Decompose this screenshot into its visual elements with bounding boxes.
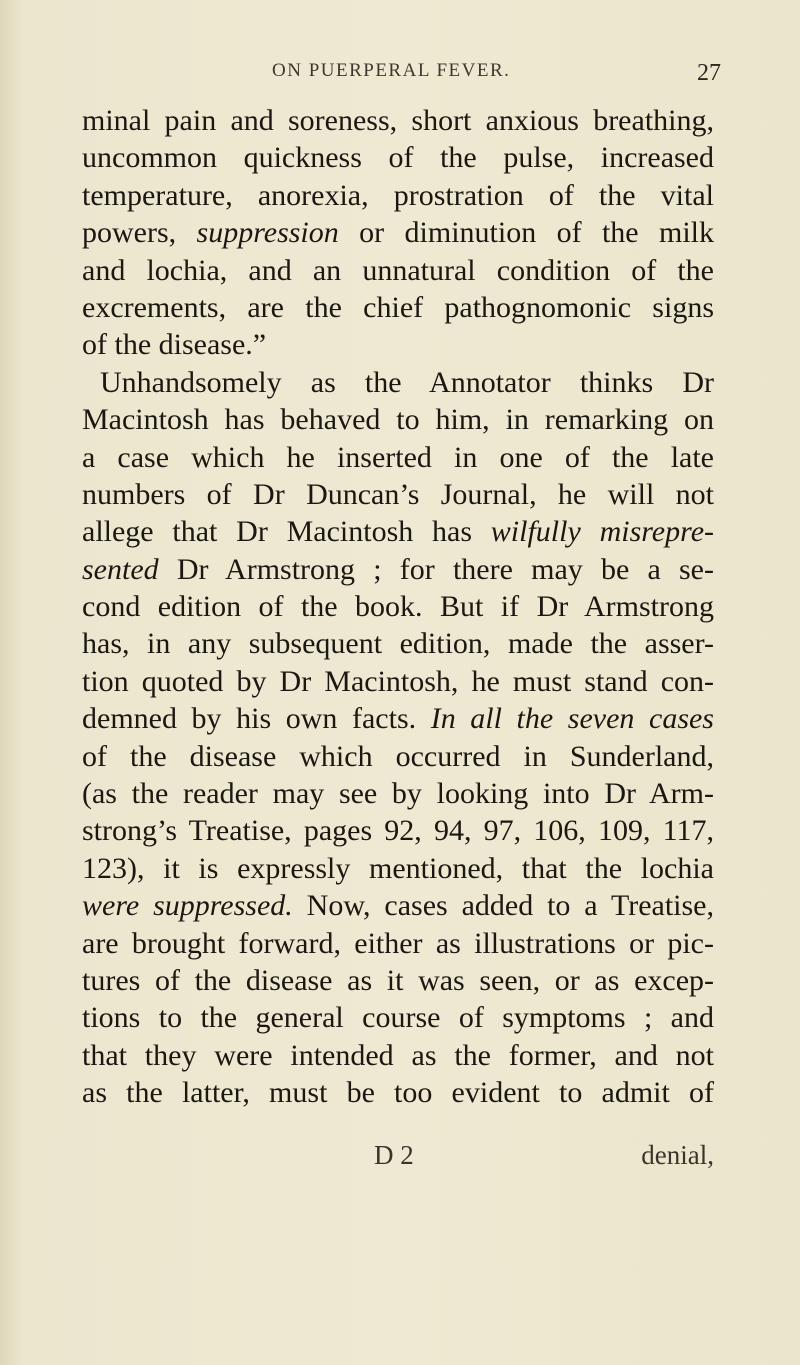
text-line: Unhandsomely as the Annotator thinks Dr (100, 365, 714, 399)
text-line: has, in any subsequent edition, made the asser- (82, 627, 714, 661)
text-line: tion quoted by Dr Macintosh, he must stand con- (82, 664, 714, 698)
text-line: that they were intended as the former, and not (82, 1038, 714, 1072)
text-line: tions to the general course of symptoms ; and (82, 1001, 714, 1035)
text-line: and lochia, and an unnatural condition of the (82, 253, 714, 287)
signature-mark: D 2 (374, 1140, 414, 1170)
text-line: Macintosh has behaved to him, in remarking on (82, 403, 714, 437)
text-line (82, 887, 714, 924)
text-line: temperature, anorexia, prostration of the vital (82, 178, 714, 212)
running-head: ON PUERPERAL FEVER. (272, 60, 511, 81)
text-line: uncommon quickness of the pulse, increased (82, 141, 714, 175)
text-line: (as the reader may see by looking into Dr Arm- (82, 777, 714, 811)
text-line: cond edition of the book. But if Dr Armstrong (82, 590, 714, 624)
text-run: Now, cases added to a Treatise, (292, 889, 715, 923)
text-line: numbers of Dr Duncan’s Journal, he will not (82, 477, 714, 511)
text-run: Dr Armstrong ; for there may be a se- (158, 552, 714, 586)
text-line: tures of the disease as it was seen, or as excep- (82, 963, 714, 997)
text-line (82, 214, 714, 251)
text-run: or diminution of the milk (338, 216, 714, 250)
page-footer (82, 1140, 714, 1180)
text-run: powers, (82, 216, 197, 250)
italic-text: In all the seven cases (430, 702, 714, 736)
text-line: as the latter, must be too evident to admit of (82, 1076, 714, 1110)
italic-text: were suppressed. (82, 889, 293, 923)
text-line: a case which he inserted in one of the late (82, 440, 714, 474)
text-line: strong’s Treatise, pages 92, 94, 97, 106, 109, 117, (82, 814, 714, 848)
text-run: allege that Dr Macintosh has (82, 515, 491, 549)
italic-text: wilfully misrepre- (490, 515, 714, 549)
text-line: 123), it is expressly mentioned, that the lochia (82, 851, 714, 885)
text-line: are brought forward, either as illustrations or pic- (82, 926, 714, 960)
text-line: of the disease.” (82, 328, 267, 362)
text-line (82, 513, 714, 550)
body-text (82, 102, 714, 1112)
text-run: demned by his own facts. (82, 702, 431, 736)
text-line: excrements, are the chief pathognomonic signs (82, 290, 714, 324)
page-number: 27 (697, 60, 721, 86)
text-line: of the disease which occurred in Sunderland, (82, 739, 714, 773)
text-line: minal pain and soreness, short anxious breathing, (82, 104, 714, 137)
italic-text: sented (82, 552, 159, 586)
italic-text: suppression (196, 216, 339, 250)
text-line (82, 551, 714, 588)
text-line (82, 700, 714, 737)
catchword: denial, (641, 1140, 714, 1170)
